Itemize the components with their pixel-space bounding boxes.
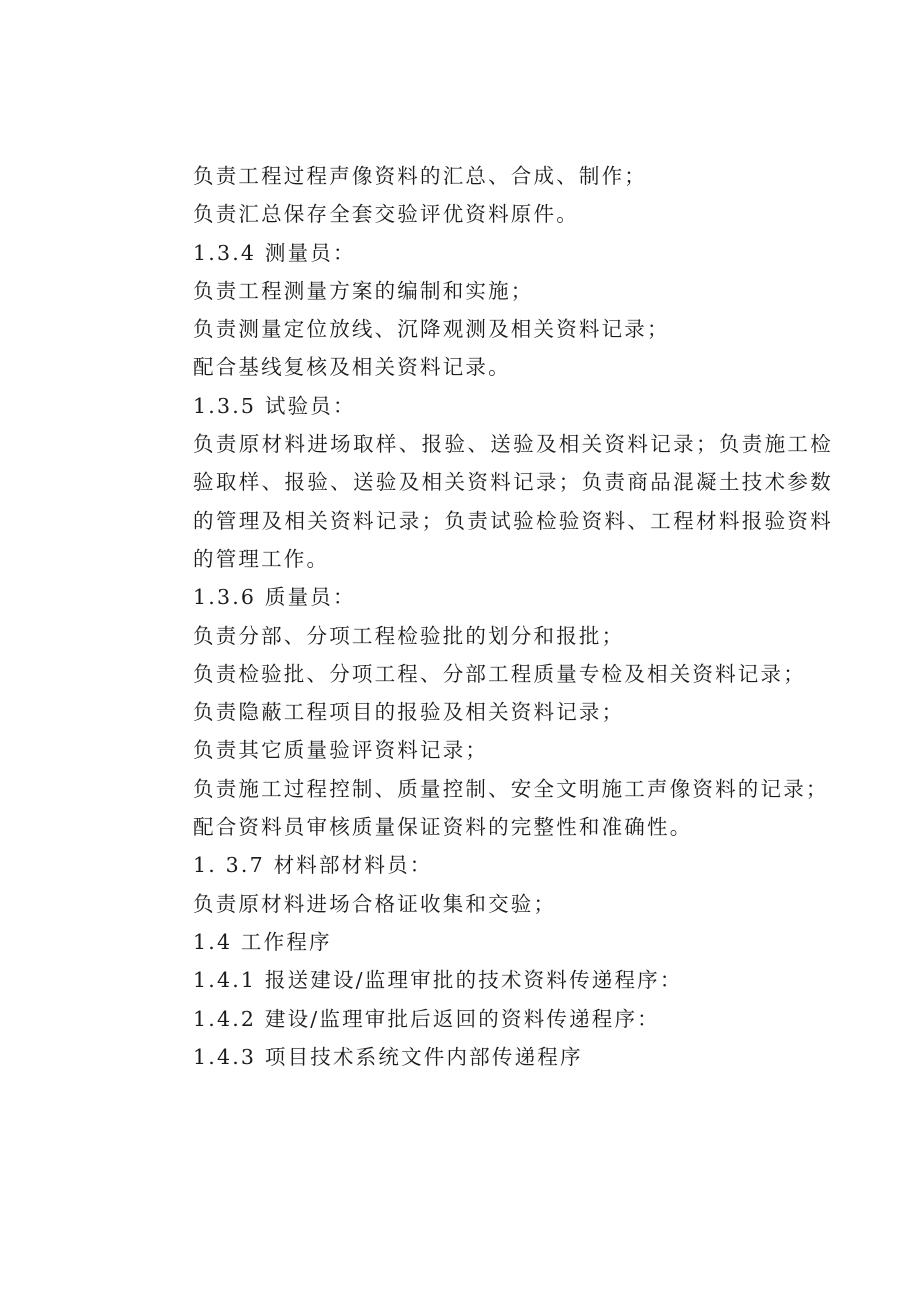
section-heading: 1.4.1 报送建设/监理审批的技术资料传递程序： bbox=[193, 968, 683, 993]
text-line: 负责原材料进场合格证收集和交验； bbox=[193, 891, 557, 916]
text-line: 负责检验批、分项工程、分部工程质量专检及相关资料记录； bbox=[193, 661, 806, 686]
text-line: 负责汇总保存全套交验评优资料原件。 bbox=[193, 202, 579, 227]
text-line: 配合资料员审核质量保证资料的完整性和准确性。 bbox=[193, 815, 693, 840]
text-line: 负责工程过程声像资料的汇总、合成、制作； bbox=[193, 164, 647, 188]
text-line: 配合基线复核及相关资料记录。 bbox=[193, 355, 511, 380]
section-heading: 1.3.4 测量员： bbox=[193, 240, 356, 265]
section-heading: 1.3.5 试验员： bbox=[193, 393, 356, 418]
text-line: 负责测量定位放线、沉降观测及相关资料记录； bbox=[193, 317, 670, 342]
section-heading: 1.4 工作程序 bbox=[193, 929, 332, 954]
text-line: 负责工程测量方案的编制和实施； bbox=[193, 278, 534, 303]
text-line: 负责施工过程控制、质量控制、安全文明施工声像资料的记录； bbox=[193, 776, 829, 801]
section-heading: 1.4.2 建设/监理审批后返回的资料传递程序： bbox=[193, 1006, 660, 1031]
text-line: 负责其它质量验评资料记录； bbox=[193, 738, 489, 763]
text-line: 负责分部、分项工程检验批的划分和报批； bbox=[193, 623, 625, 648]
section-heading: 1. 3.7 材料部材料员： bbox=[193, 853, 433, 878]
section-heading: 1.4.3 项目技术系统文件内部传递程序 bbox=[193, 1044, 583, 1069]
text-line: 负责隐蔽工程项目的报验及相关资料记录； bbox=[193, 700, 625, 725]
section-heading: 1.3.6 质量员： bbox=[193, 585, 356, 610]
paragraph: 负责原材料进场取样、报验、送验及相关资料记录；负责施工检验取样、报验、送验及相关资料记录；负责商品混凝土技术参数的管理及相关资料记录；负责试验检验资料、工程材料报验资料的管理工作。 bbox=[193, 432, 833, 571]
document-body bbox=[193, 157, 833, 1076]
